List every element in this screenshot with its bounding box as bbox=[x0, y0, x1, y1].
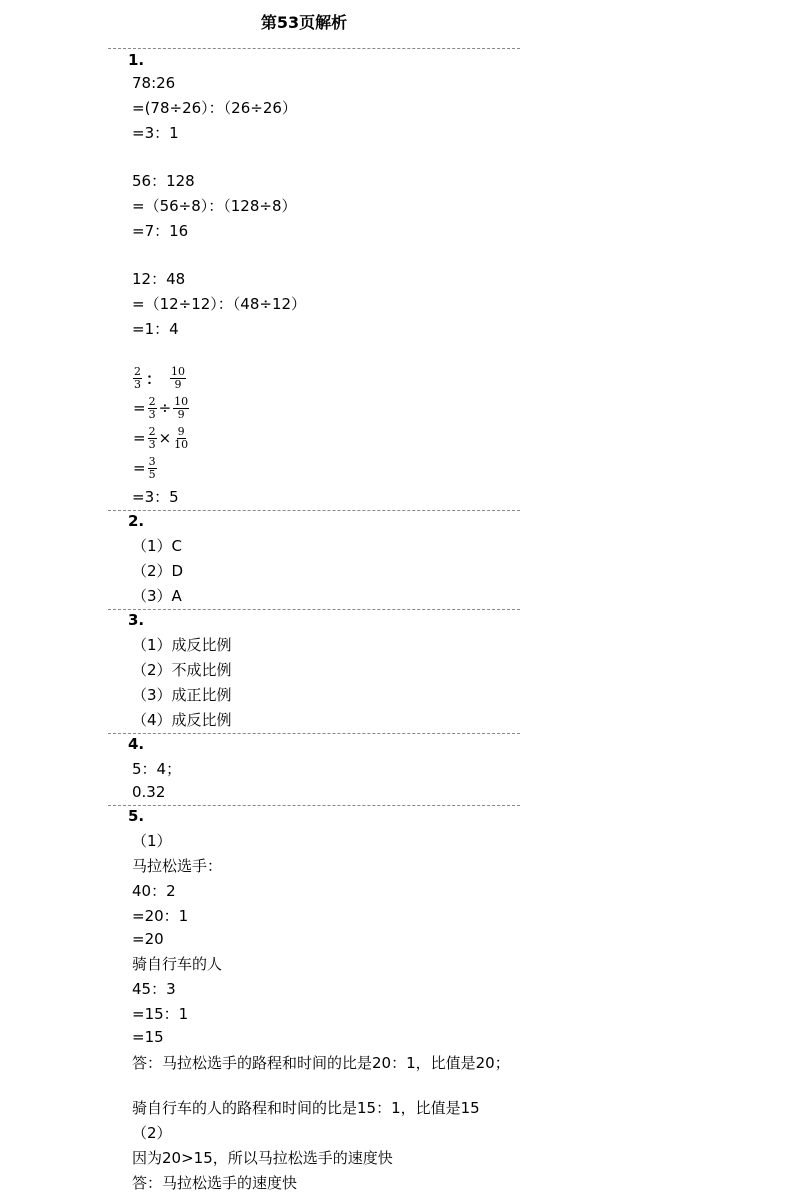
answer-line: =7：16 bbox=[132, 222, 189, 240]
fraction-line bbox=[132, 453, 158, 483]
answer-line: （2）D bbox=[132, 562, 184, 580]
divider bbox=[108, 805, 520, 806]
fraction bbox=[170, 366, 186, 391]
numerator: 2 bbox=[148, 394, 156, 408]
fraction bbox=[173, 426, 189, 451]
answer-line: （2）不成比例 bbox=[132, 661, 232, 679]
denominator: 10 bbox=[174, 437, 189, 451]
answer-line: （1）C bbox=[132, 537, 183, 555]
answer-line: 骑自行车的人 bbox=[132, 955, 223, 973]
answer-line: 骑自行车的人的路程和时间的比是15：1，比值是15 bbox=[132, 1099, 480, 1117]
denominator: 9 bbox=[177, 407, 185, 421]
question-number-2: 2. bbox=[128, 512, 145, 530]
fraction bbox=[148, 456, 157, 481]
times-sign: × bbox=[158, 429, 172, 447]
answer-line: =15 bbox=[132, 1028, 164, 1046]
answer-line: 0.32 bbox=[132, 783, 166, 801]
answer-line: =(78÷26）：（26÷26） bbox=[132, 99, 297, 117]
answer-line: 因为20>15，所以马拉松选手的速度快 bbox=[132, 1149, 393, 1167]
numerator: 9 bbox=[177, 424, 185, 438]
fraction-line bbox=[132, 423, 190, 453]
denominator: 9 bbox=[174, 377, 182, 391]
numerator: 10 bbox=[174, 394, 189, 408]
fraction-line bbox=[132, 393, 190, 423]
page-title: 第53页解析 bbox=[260, 13, 348, 32]
fraction bbox=[148, 426, 157, 451]
denominator: 5 bbox=[148, 467, 156, 481]
answer-line: （4）成反比例 bbox=[132, 711, 232, 729]
answer-line: =（56÷8）：（128÷8） bbox=[132, 197, 297, 215]
fraction bbox=[148, 396, 157, 421]
answer-line: （2） bbox=[132, 1124, 172, 1142]
divider bbox=[108, 733, 520, 734]
denominator: 3 bbox=[134, 377, 141, 391]
numerator: 10 bbox=[171, 364, 186, 378]
answer-line: =3：1 bbox=[132, 124, 179, 142]
answer-line: （3）A bbox=[132, 587, 182, 605]
fraction-line bbox=[132, 363, 187, 393]
answer-line: 5：4； bbox=[132, 760, 182, 778]
answer-line: =1：4 bbox=[132, 320, 179, 338]
answer-line: 答：马拉松选手的路程和时间的比是20：1，比值是20； bbox=[132, 1054, 510, 1072]
divider bbox=[108, 609, 520, 610]
answer-line: 40：2 bbox=[132, 882, 176, 900]
question-number-1: 1. bbox=[128, 51, 145, 69]
answer-line: =20：1 bbox=[132, 907, 189, 925]
equals-sign: = bbox=[133, 429, 146, 447]
answer-line: =15：1 bbox=[132, 1005, 189, 1023]
answer-line: 45：3 bbox=[132, 980, 176, 998]
answer-line: 答：马拉松选手的速度快 bbox=[132, 1174, 298, 1192]
divide-sign: ÷ bbox=[158, 399, 172, 417]
answer-line: （1）成反比例 bbox=[132, 636, 232, 654]
answer-line: （3）成正比例 bbox=[132, 686, 232, 704]
divider bbox=[108, 48, 520, 49]
question-number-4: 4. bbox=[128, 735, 145, 753]
numerator: 2 bbox=[134, 364, 141, 378]
answer-line: 56：128 bbox=[132, 172, 195, 190]
answer-line: （1） bbox=[132, 832, 172, 850]
equals-sign: = bbox=[133, 459, 146, 477]
denominator: 3 bbox=[148, 407, 156, 421]
ratio-colon: ： bbox=[146, 369, 162, 388]
fraction bbox=[133, 366, 142, 391]
answer-line: 马拉松选手： bbox=[132, 857, 223, 875]
answer-line: =3：5 bbox=[132, 488, 179, 506]
equals-sign: = bbox=[133, 399, 146, 417]
divider bbox=[108, 510, 520, 511]
numerator: 3 bbox=[148, 454, 156, 468]
fraction bbox=[173, 396, 189, 421]
answer-line: =（12÷12）：（48÷12） bbox=[132, 295, 307, 313]
question-number-5: 5. bbox=[128, 807, 145, 825]
answer-line: 78:26 bbox=[132, 74, 176, 92]
answer-line: =20 bbox=[132, 930, 164, 948]
numerator: 2 bbox=[148, 424, 156, 438]
answer-line: 12：48 bbox=[132, 270, 186, 288]
denominator: 3 bbox=[148, 437, 156, 451]
question-number-3: 3. bbox=[128, 611, 145, 629]
